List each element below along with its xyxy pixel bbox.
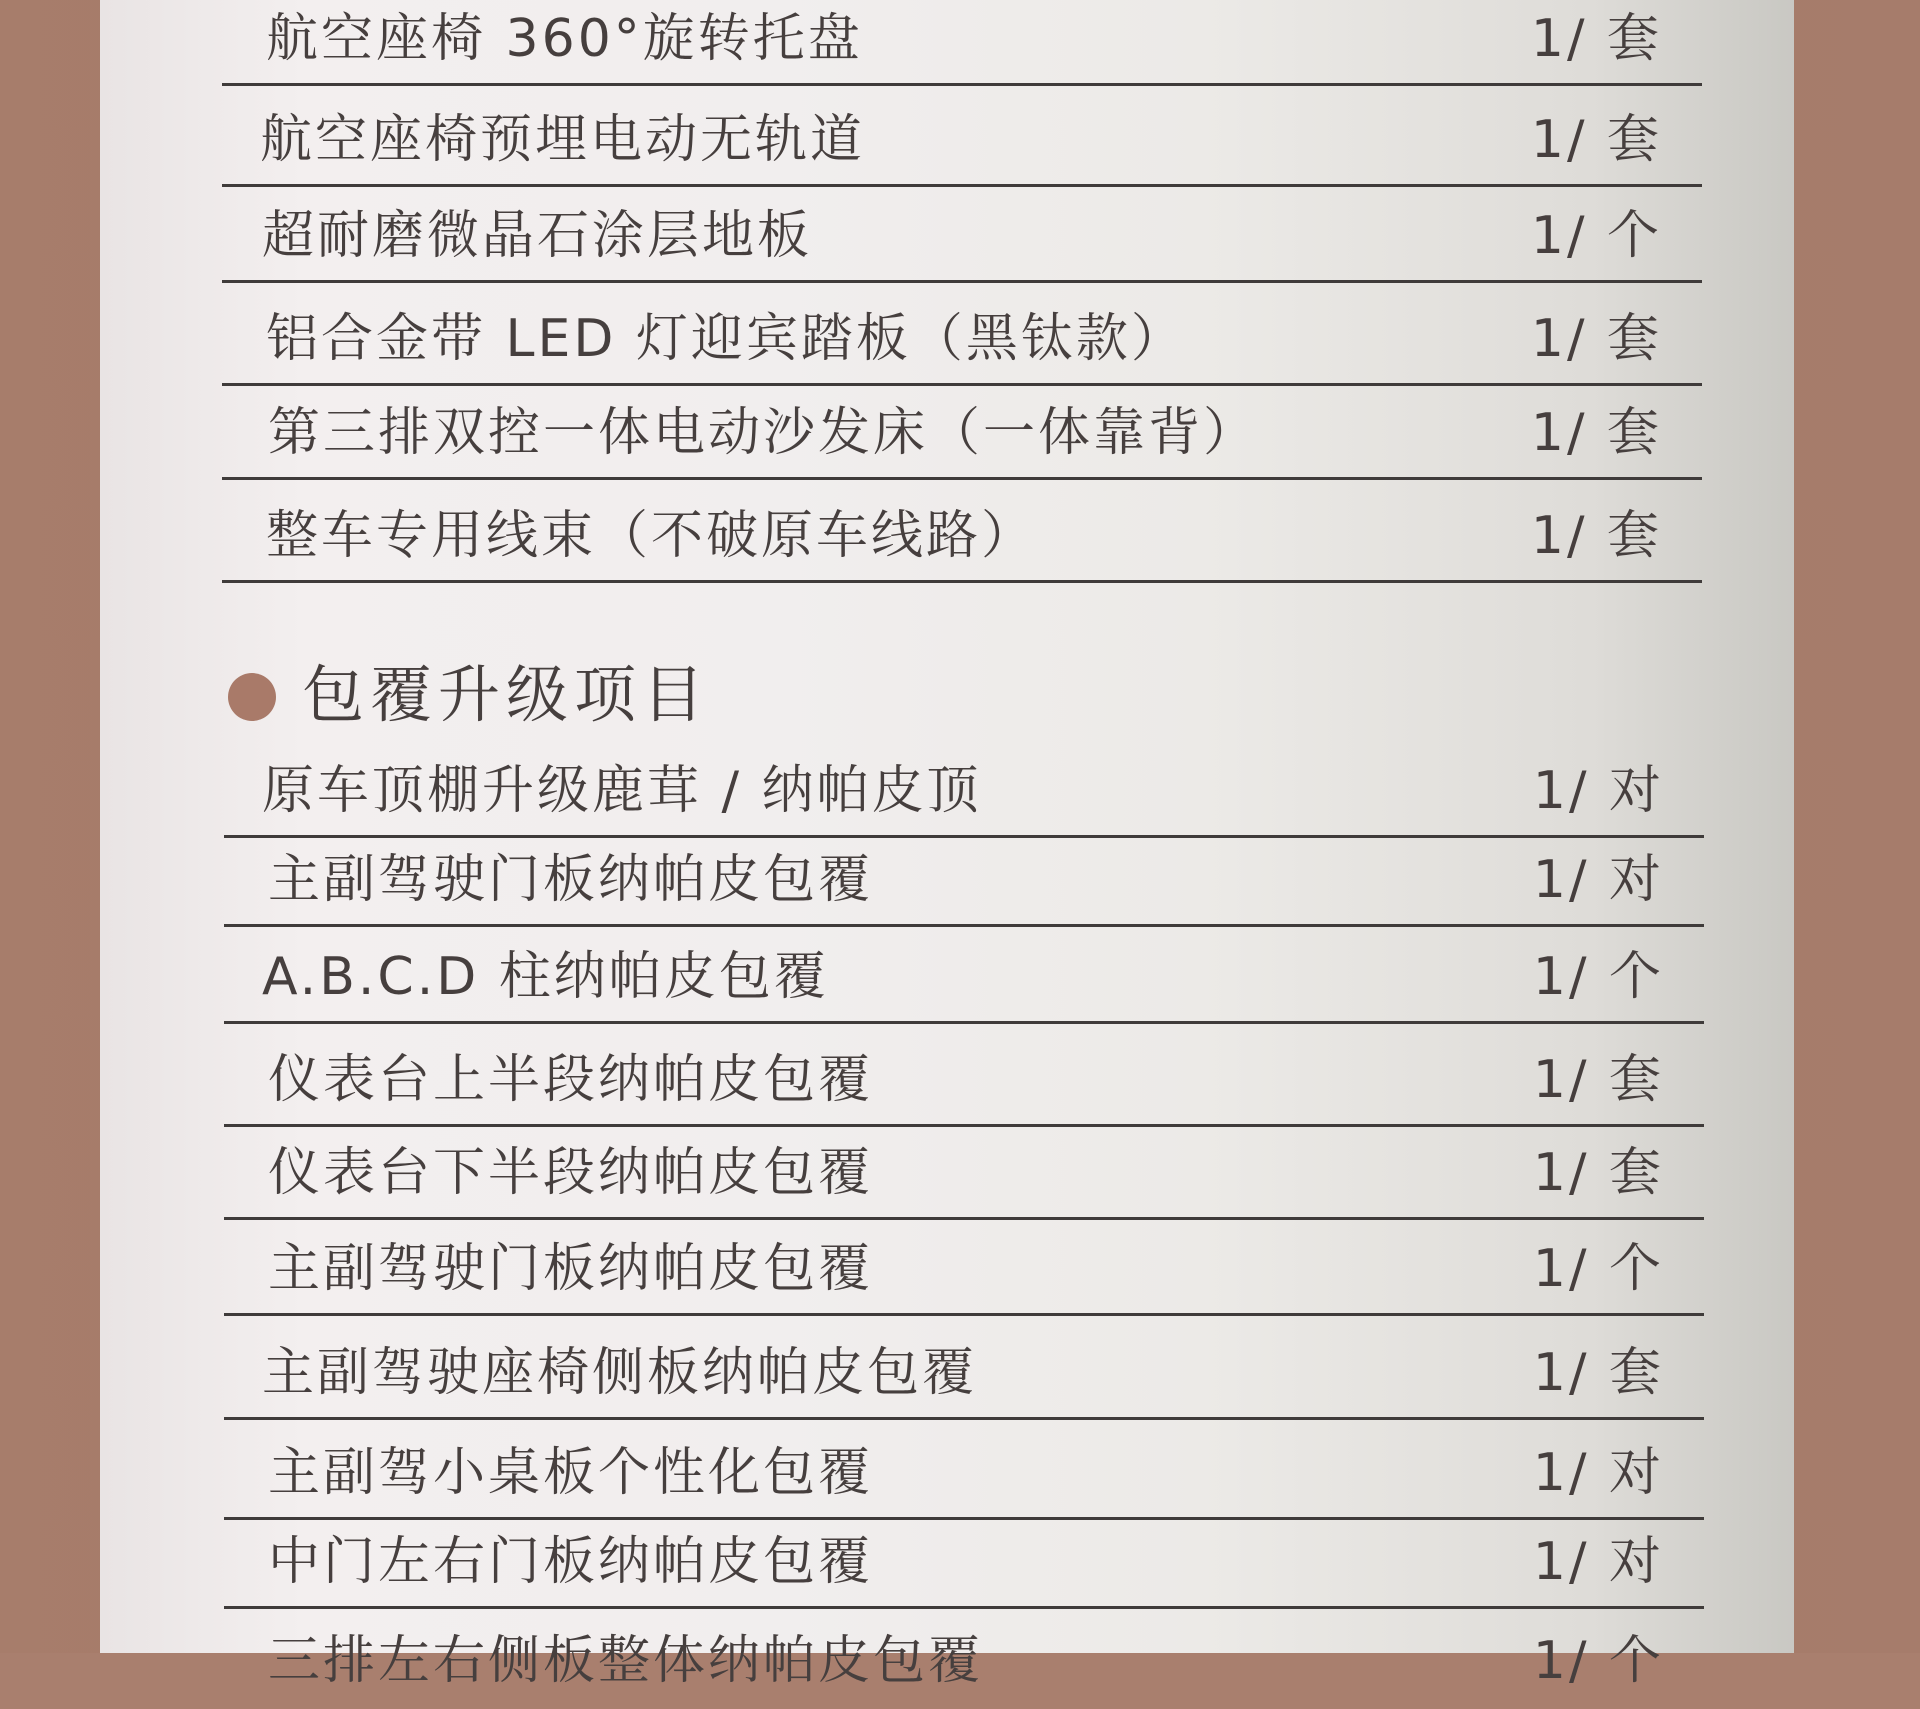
- item-name: 第三排双控一体电动沙发床（一体靠背）: [268, 403, 1259, 463]
- item-quantity: 1/ 对: [1532, 850, 1664, 910]
- item-name: 仪表台上半段纳帕皮包覆: [268, 1050, 874, 1110]
- item-list-card: [100, 0, 1794, 1691]
- item-quantity: 1/ 套: [1530, 506, 1662, 566]
- item-quantity: 1/ 套: [1532, 1143, 1664, 1203]
- list-item: [224, 1127, 1704, 1220]
- list-item: [224, 1420, 1704, 1520]
- item-quantity: 1/ 对: [1532, 761, 1664, 821]
- item-quantity: 1/ 个: [1530, 206, 1662, 266]
- list-item: [222, 480, 1702, 583]
- item-quantity: 1/ 个: [1532, 1631, 1664, 1691]
- item-name: 主副驾小桌板个性化包覆: [268, 1443, 874, 1503]
- list-item: [224, 1609, 1704, 1709]
- item-quantity: 1/ 对: [1532, 1443, 1664, 1503]
- list-item: [222, 283, 1702, 386]
- item-name: 原车顶棚升级鹿茸 / 纳帕皮顶: [262, 761, 982, 821]
- item-quantity: 1/ 个: [1532, 947, 1664, 1007]
- list-item: [224, 1316, 1704, 1420]
- list-item: [224, 1024, 1704, 1127]
- item-name: 主副驾驶门板纳帕皮包覆: [268, 850, 874, 910]
- item-name: 仪表台下半段纳帕皮包覆: [268, 1143, 874, 1203]
- section-title: 包覆升级项目: [302, 658, 711, 731]
- item-quantity: 1/ 套: [1530, 403, 1662, 463]
- item-name: A.B.C.D 柱纳帕皮包覆: [262, 947, 829, 1007]
- item-quantity: 1/ 套: [1530, 309, 1662, 369]
- item-name: 中门左右门板纳帕皮包覆: [268, 1532, 874, 1592]
- list-item: [224, 927, 1704, 1024]
- list-item: [224, 1520, 1704, 1609]
- item-name: 主副驾驶座椅侧板纳帕皮包覆: [262, 1343, 978, 1403]
- item-quantity: 1/ 套: [1530, 9, 1662, 69]
- list-item: [222, 0, 1702, 86]
- item-name: 三排左右侧板整体纳帕皮包覆: [268, 1631, 984, 1691]
- item-quantity: 1/ 对: [1532, 1532, 1664, 1592]
- list-item: [224, 838, 1704, 927]
- item-name: 航空座椅预埋电动无轨道: [260, 110, 866, 170]
- list-item: [224, 1220, 1704, 1316]
- item-name: 航空座椅 360°旋转托盘: [266, 9, 863, 69]
- item-quantity: 1/ 套: [1530, 110, 1662, 170]
- item-quantity: 1/ 套: [1532, 1050, 1664, 1110]
- item-quantity: 1/ 套: [1532, 1343, 1664, 1403]
- item-name: 整车专用线束（不破原车线路）: [266, 506, 1037, 566]
- item-quantity: 1/ 个: [1532, 1239, 1664, 1299]
- list-item: [222, 386, 1702, 480]
- item-name: 主副驾驶门板纳帕皮包覆: [268, 1239, 874, 1299]
- list-item: [224, 745, 1704, 838]
- list-item: [222, 187, 1702, 283]
- list-item: [222, 86, 1702, 187]
- bullet-dot-icon: [228, 673, 276, 721]
- item-name: 超耐磨微晶石涂层地板: [262, 206, 813, 266]
- item-name: 铝合金带 LED 灯迎宾踏板（黑钛款）: [266, 309, 1186, 369]
